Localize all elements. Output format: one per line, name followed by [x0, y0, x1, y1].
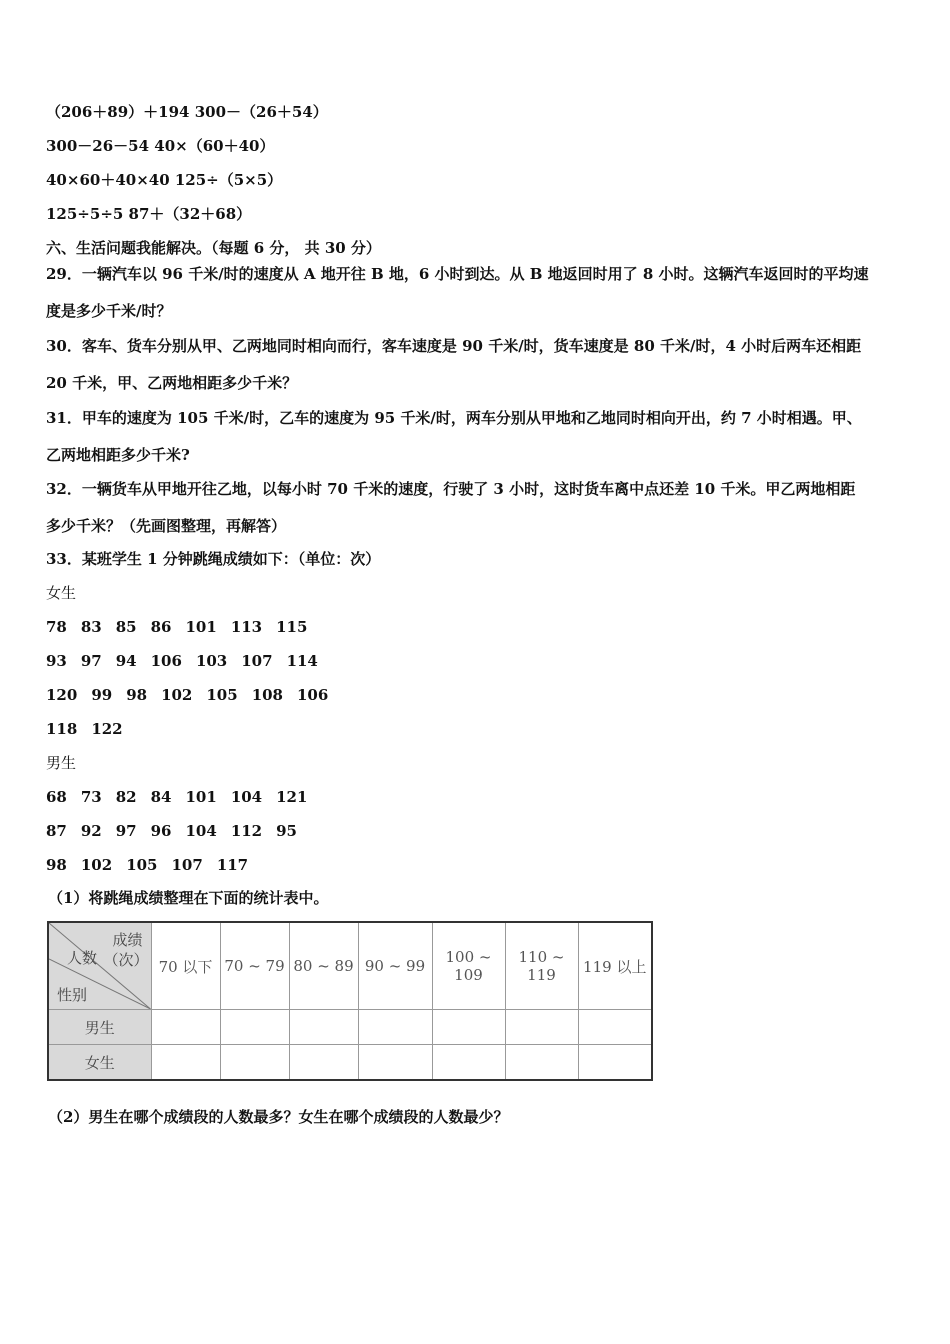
answer-cell[interactable] — [358, 1045, 432, 1081]
answer-cell[interactable] — [151, 1045, 220, 1081]
score: 87 — [46, 822, 67, 840]
boys-label: 男生 — [46, 754, 77, 772]
score: 73 — [80, 788, 102, 806]
girls-row-3 — [46, 685, 328, 705]
score: 95 — [276, 822, 297, 840]
score: 106 — [297, 686, 329, 704]
question-30-line-2: 20 千米，甲、乙两地相距多少千米？ — [46, 374, 298, 392]
girls-row-2 — [46, 651, 318, 671]
answer-cell[interactable] — [289, 1045, 358, 1081]
score: 93 — [46, 652, 67, 670]
girls-label: 女生 — [46, 584, 77, 602]
table-row-boys — [48, 1010, 652, 1045]
answer-cell[interactable] — [505, 1010, 578, 1045]
score: 113 — [230, 618, 263, 636]
column-header: 90 ~ 99 — [358, 922, 432, 1010]
question-32-line-1: 32．一辆货车从甲地开往乙地，以每小时 70 千米的速度，行驶了 3 小时，这时货车离中点还差 10 千米。甲乙两地相距 — [46, 480, 856, 498]
corner-unit-label: （次） — [103, 951, 149, 969]
section-title: 六、生活问题我能解决。（每题 6 分， 共 30 分） — [46, 239, 381, 257]
column-header: 119 以上 — [578, 922, 652, 1010]
score: 106 — [150, 652, 182, 670]
score: 118 — [46, 720, 78, 738]
girls-row-4 — [46, 719, 123, 739]
answer-cell[interactable] — [505, 1045, 578, 1081]
score: 114 — [286, 652, 318, 670]
column-header: 70 以下 — [151, 922, 220, 1010]
boys-row-1 — [46, 787, 307, 807]
answer-cell[interactable] — [432, 1045, 505, 1081]
score: 107 — [171, 856, 203, 874]
score: 101 — [185, 618, 217, 636]
score: 103 — [195, 652, 228, 670]
question-33-intro: 33．某班学生 1 分钟跳绳成绩如下：（单位：次） — [46, 550, 381, 568]
score: 86 — [150, 618, 172, 636]
part-2-question: （2）男生在哪个成绩段的人数最多？女生在哪个成绩段的人数最少？ — [48, 1108, 509, 1126]
score: 92 — [80, 822, 102, 840]
answer-cell[interactable] — [220, 1010, 289, 1045]
score: 84 — [150, 788, 172, 806]
row-header-girls: 女生 — [48, 1045, 151, 1081]
corner-score-label: 成绩 — [112, 931, 143, 949]
statistics-table — [47, 921, 653, 1081]
corner-gender-label: 性别 — [57, 986, 88, 1004]
score: 94 — [115, 652, 137, 670]
answer-cell[interactable] — [220, 1045, 289, 1081]
score: 96 — [150, 822, 172, 840]
score: 101 — [185, 788, 217, 806]
answer-cell[interactable] — [151, 1010, 220, 1045]
score: 104 — [230, 788, 263, 806]
question-30-line-1: 30．客车、货车分别从甲、乙两地同时相向而行，客车速度是 90 千米/时，货车速度是 80 千米/时，4 小时后两车还相距 — [46, 337, 862, 355]
score: 121 — [276, 788, 308, 806]
score: 68 — [46, 788, 67, 806]
score: 97 — [80, 652, 102, 670]
question-32-line-2: 多少千米？（先画图整理，再解答） — [46, 517, 287, 535]
part-1-instruction: （1）将跳绳成绩整理在下面的统计表中。 — [48, 889, 329, 907]
column-header: 110 ~ 119 — [505, 922, 578, 1010]
score: 83 — [80, 618, 102, 636]
score: 82 — [115, 788, 137, 806]
answer-cell[interactable] — [289, 1010, 358, 1045]
row-header-boys: 男生 — [48, 1010, 151, 1045]
answer-cell[interactable] — [358, 1010, 432, 1045]
column-header: 80 ~ 89 — [289, 922, 358, 1010]
score: 98 — [46, 856, 67, 874]
score: 107 — [241, 652, 273, 670]
score: 105 — [126, 856, 158, 874]
boys-row-3 — [46, 855, 248, 875]
question-31-line-2: 乙两地相距多少千米? — [46, 446, 190, 464]
question-31-line-1: 31．甲车的速度为 105 千米/时，乙车的速度为 95 千米/时，两车分别从甲地和乙地同时相向开出，约 7 小时相遇。甲、 — [46, 409, 862, 427]
question-29-line-2: 度是多少千米/时？ — [46, 302, 172, 320]
boys-row-2 — [46, 821, 297, 841]
girls-row-1 — [46, 617, 307, 637]
score: 98 — [126, 686, 148, 704]
answer-cell[interactable] — [432, 1010, 505, 1045]
table-row-girls — [48, 1045, 652, 1081]
table-corner-header — [48, 922, 151, 1010]
score: 105 — [206, 686, 238, 704]
score: 122 — [91, 720, 123, 738]
column-header: 100 ~ 109 — [432, 922, 505, 1010]
score: 117 — [216, 856, 249, 874]
score: 115 — [276, 618, 308, 636]
column-header: 70 ~ 79 — [220, 922, 289, 1010]
score: 102 — [80, 856, 113, 874]
score: 102 — [161, 686, 193, 704]
score: 120 — [46, 686, 78, 704]
question-29-line-1: 29．一辆汽车以 96 千米/时的速度从 A 地开往 B 地，6 小时到达。从 B 地返回时用了 8 小时。这辆汽车返回时的平均速 — [46, 265, 869, 283]
score: 78 — [46, 618, 67, 636]
score: 85 — [115, 618, 137, 636]
calc-line-3: 40×60＋40×40 125÷（5×5） — [46, 171, 283, 189]
score: 97 — [115, 822, 137, 840]
calc-line-4: 125÷5÷5 87＋（32＋68） — [46, 205, 252, 223]
score: 104 — [185, 822, 217, 840]
answer-cell[interactable] — [578, 1045, 652, 1081]
calc-line-1: （206＋89）＋194 300－（26＋54） — [46, 103, 328, 121]
score: 108 — [251, 686, 283, 704]
score: 112 — [230, 822, 263, 840]
answer-cell[interactable] — [578, 1010, 652, 1045]
score: 99 — [91, 686, 113, 704]
calc-line-2: 300－26－54 40×（60＋40） — [46, 137, 275, 155]
corner-count-label: 人数 — [67, 949, 98, 967]
